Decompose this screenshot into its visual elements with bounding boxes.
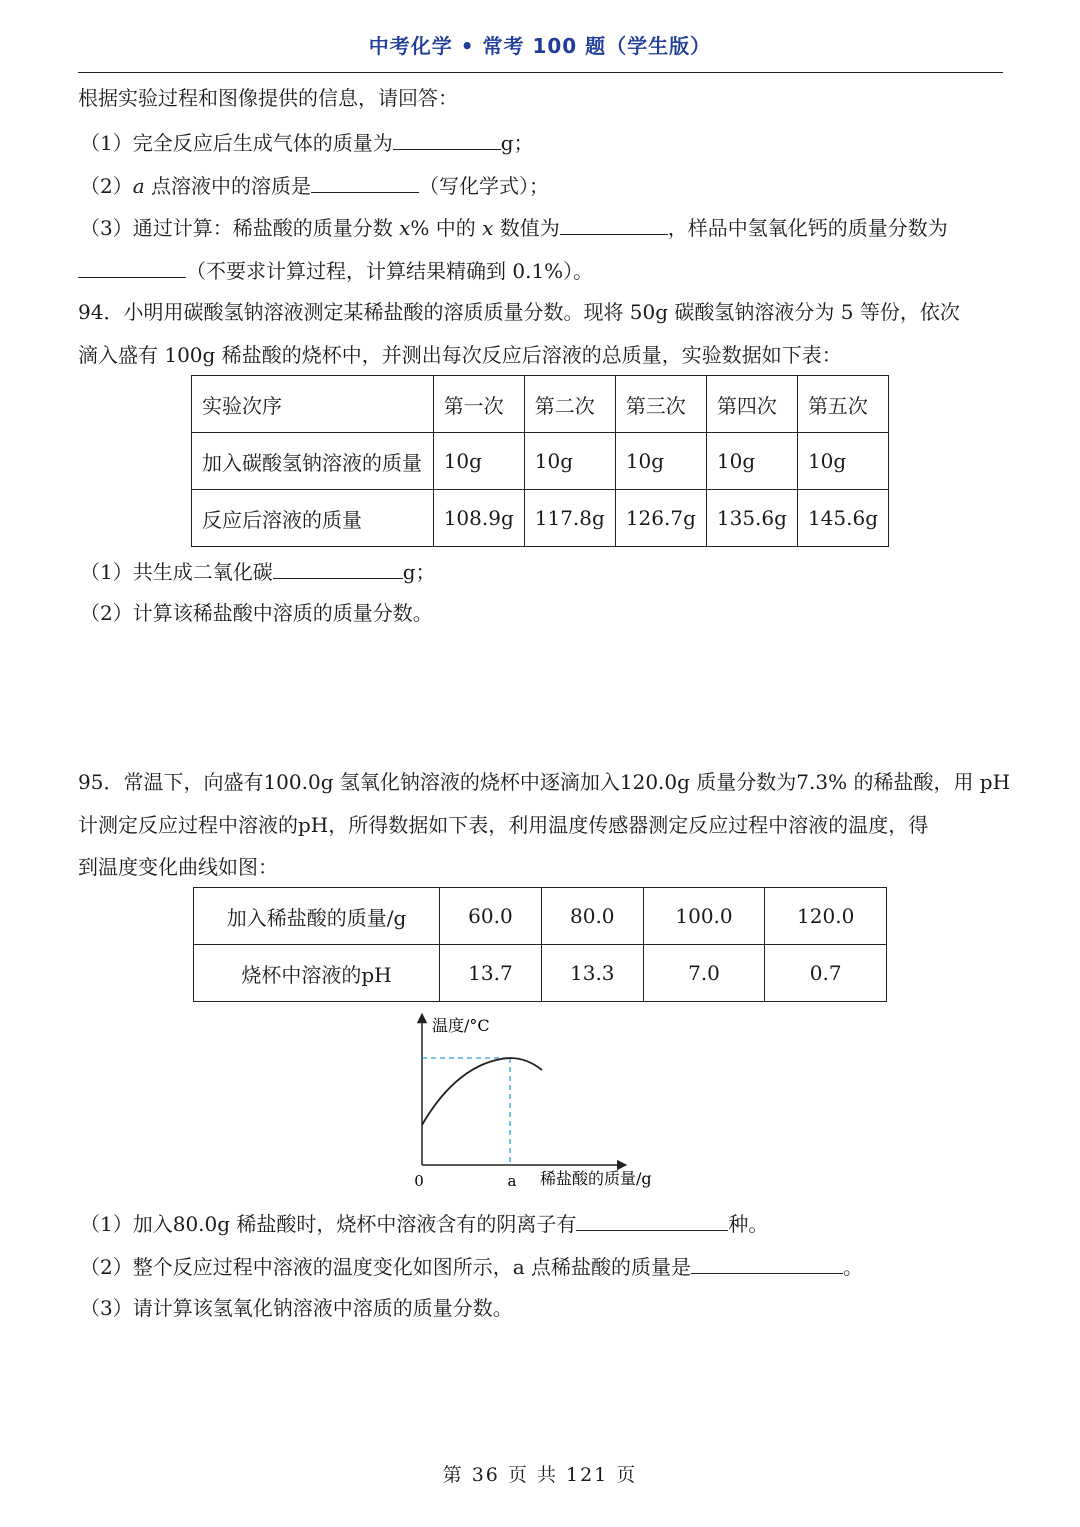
- q93-part3-text2: % 中的: [410, 216, 483, 240]
- table-cell: 反应后溶液的质量: [192, 490, 434, 547]
- q94-stem-line2: 滴入盛有 100g 稀盐酸的烧杯中，并测出每次反应后溶液的总质量，实验数据如下表：: [78, 343, 842, 367]
- q94-part1: [80, 556, 436, 586]
- q95-stem-line3: 到温度变化曲线如图：: [78, 855, 278, 879]
- q95-part3: （3）请计算该氢氧化钠溶液中溶质的质量分数。: [80, 1296, 513, 1320]
- table-cell: 108.9g: [433, 490, 524, 547]
- table-cell: 7.0: [643, 945, 765, 1002]
- q95-data-table: [193, 887, 887, 1002]
- table-cell: 0.7: [765, 945, 887, 1002]
- answer-blank[interactable]: [273, 556, 403, 579]
- table-cell: 120.0: [765, 888, 887, 945]
- table-row: [194, 945, 887, 1002]
- q93-part2-tail: （写化学式）；: [419, 174, 550, 198]
- table-cell: 117.8g: [524, 490, 615, 547]
- q94-stem-line1: 94．小明用碳酸氢钠溶液测定某稀盐酸的溶质质量分数。现将 50g 碳酸氢钠溶液分为 5 等份，依次: [78, 300, 960, 324]
- temperature-curve: [422, 1058, 542, 1125]
- table-header-cell: 第五次: [797, 376, 888, 433]
- table-header-cell: 实验次序: [192, 376, 434, 433]
- origin-label: 0: [414, 1172, 424, 1190]
- table-cell: 100.0: [643, 888, 765, 945]
- q93-part3-cont: [78, 255, 593, 285]
- q93-part2: [80, 170, 549, 200]
- table-header-cell: 第一次: [433, 376, 524, 433]
- table-header-cell: 第二次: [524, 376, 615, 433]
- table-row: [192, 433, 889, 490]
- table-cell: 10g: [797, 433, 888, 490]
- table-cell: 60.0: [440, 888, 542, 945]
- q95-part1-text: （1）加入80.0g 稀盐酸时，烧杯中溶液含有的阴离子有: [80, 1212, 577, 1236]
- q93-part3-text: （3）通过计算：稀盐酸的质量分数: [80, 216, 400, 240]
- q93-part3-text4: ，样品中氢氧化钙的质量分数为: [667, 216, 948, 240]
- q95-stem-line2: 计测定反应过程中溶液的pH，所得数据如下表，利用温度传感器测定反应过程中溶液的温度，得: [78, 813, 929, 837]
- q95-stem-line1: 95．常温下，向盛有100.0g 氢氧化钠溶液的烧杯中逐滴加入120.0g 质量分数为7.3% 的稀盐酸，用 pH: [78, 770, 1011, 794]
- table-cell: 126.7g: [615, 490, 706, 547]
- page-footer: 第 36 页 共 121 页: [442, 1464, 638, 1486]
- table-cell: 10g: [706, 433, 797, 490]
- q93-part2-num: （2）: [80, 174, 133, 198]
- q94-part1-unit: g；: [402, 560, 436, 584]
- a-point-label: a: [507, 1172, 517, 1190]
- table-cell: 10g: [524, 433, 615, 490]
- y-axis-label: 温度/°C: [432, 1016, 490, 1035]
- table-cell: 135.6g: [706, 490, 797, 547]
- answer-blank[interactable]: [560, 212, 668, 235]
- answer-blank[interactable]: [691, 1251, 843, 1274]
- table-cell: 145.6g: [797, 490, 888, 547]
- table-header-row: [192, 376, 889, 433]
- q95-part1-unit: 种。: [728, 1212, 769, 1236]
- q93-part3-note: （不要求计算过程，计算结果精确到 0.1%）。: [186, 259, 594, 283]
- x-axis-label: 稀盐酸的质量/g: [540, 1169, 652, 1188]
- q95-part2-text: （2）整个反应过程中溶液的温度变化如图所示，a 点稀盐酸的质量是: [80, 1255, 692, 1279]
- q93-part3-var2: x: [482, 216, 494, 240]
- table-cell: 13.3: [541, 945, 643, 1002]
- table-cell: 加入稀盐酸的质量/g: [194, 888, 440, 945]
- q93-part2-var: a: [132, 174, 145, 198]
- q93-part3-var1: x: [399, 216, 411, 240]
- q93-part3: [80, 212, 948, 242]
- table-row: [192, 490, 889, 547]
- table-cell: 10g: [433, 433, 524, 490]
- q94-data-table: [191, 375, 889, 547]
- q95-part2: [80, 1251, 863, 1281]
- answer-blank[interactable]: [311, 170, 419, 193]
- table-cell: 烧杯中溶液的pH: [194, 945, 440, 1002]
- page-header-title: 中考化学 • 常考 100 题（学生版）: [368, 34, 712, 58]
- q93-part1-text: （1）完全反应后生成气体的质量为: [80, 131, 393, 155]
- q93-part2-text: 点溶液中的溶质是: [144, 174, 312, 198]
- answer-blank[interactable]: [78, 255, 186, 278]
- table-cell: 10g: [615, 433, 706, 490]
- table-cell: 加入碳酸氢钠溶液的质量: [192, 433, 434, 490]
- table-header-cell: 第四次: [706, 376, 797, 433]
- q95-part1: [80, 1208, 768, 1238]
- answer-blank[interactable]: [393, 127, 501, 150]
- q95-part2-tail: 。: [843, 1255, 864, 1279]
- table-header-cell: 第三次: [615, 376, 706, 433]
- temperature-curve-diagram: [400, 1010, 680, 1195]
- q94-part1-text: （1）共生成二氧化碳: [80, 560, 273, 584]
- table-row: [194, 888, 887, 945]
- answer-blank[interactable]: [576, 1208, 728, 1231]
- table-cell: 13.7: [440, 945, 542, 1002]
- q93-part1: [80, 127, 534, 157]
- q93-part3-text3: 数值为: [493, 216, 560, 240]
- q93-intro: 根据实验过程和图像提供的信息，请回答：: [78, 86, 458, 110]
- q94-part2: （2）计算该稀盐酸中溶质的质量分数。: [80, 601, 433, 625]
- q93-part1-unit: g；: [500, 131, 534, 155]
- header-divider: [78, 72, 1003, 73]
- table-cell: 80.0: [541, 888, 643, 945]
